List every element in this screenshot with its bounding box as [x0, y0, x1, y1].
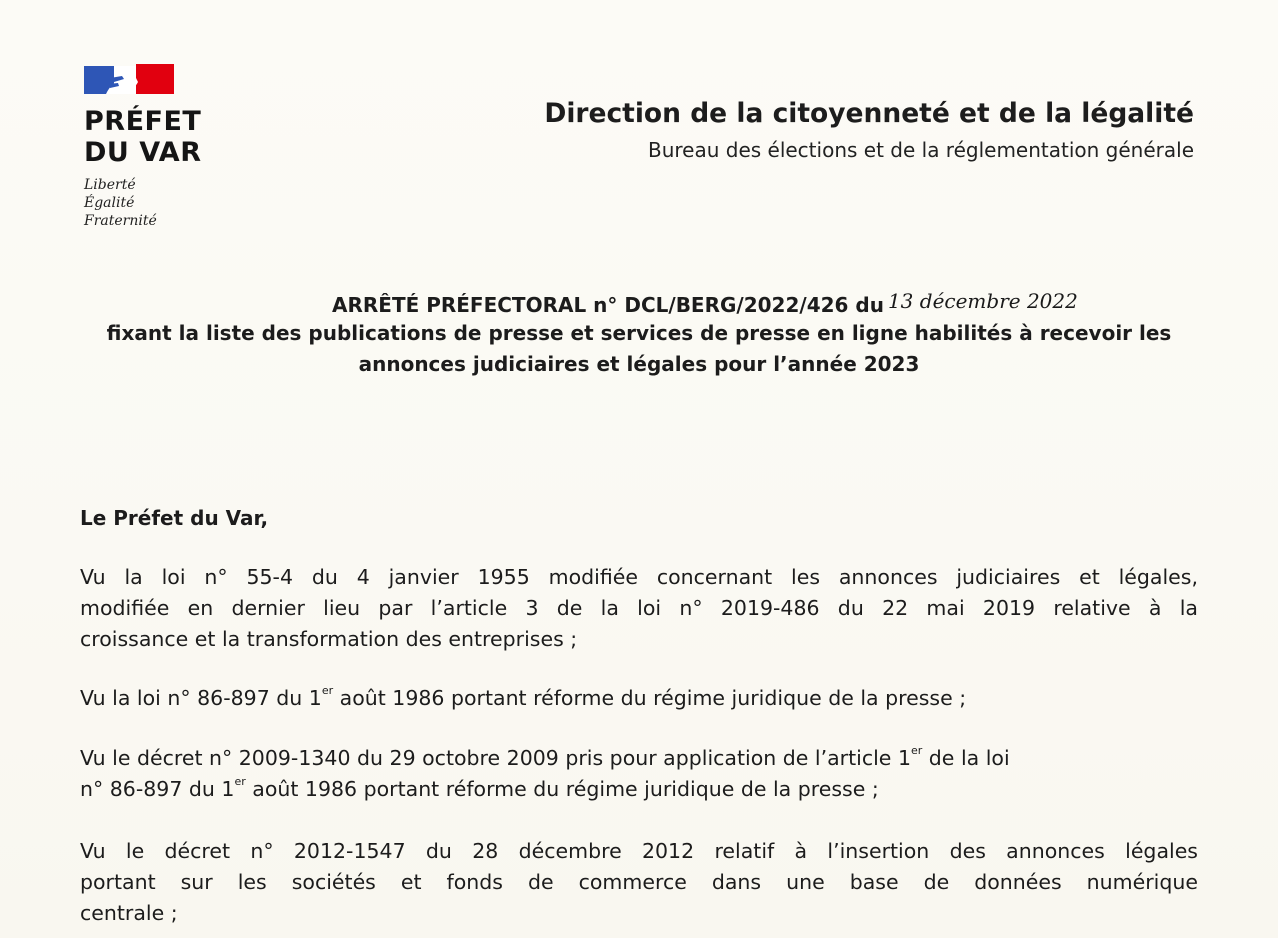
visa-paragraph-3: [80, 743, 1198, 805]
visa-3-line-2: n° 86-897 du 1er août 1986 portant réforme du régime juridique de la presse ;: [80, 775, 879, 801]
visa-4-line-2: portant sur les sociétés et fonds de commerce dans une base de données numérique: [80, 870, 1198, 894]
handwritten-date: 13 décembre 2022: [887, 289, 1078, 313]
prefet-line: PRÉFET: [84, 106, 202, 137]
motto-egalite: Égalité: [84, 195, 135, 211]
visa-4-line-1: Vu le décret n° 2012-1547 du 28 décembre 2012 relatif à l’insertion des annonces légales: [80, 839, 1198, 863]
visa-paragraph-1: [80, 562, 1198, 655]
marianne-flag-icon: [84, 64, 174, 96]
prefet-du-var-wordmark: [84, 106, 224, 168]
arrete-number: ARRÊTÉ PRÉFECTORAL n° DCL/BERG/2022/426 du: [332, 293, 884, 317]
visa-1-line-1: Vu la loi n° 55-4 du 4 janvier 1955 modifiée concernant les annonces judiciaires et légales,: [80, 565, 1198, 589]
visa-1-line-2: modifiée en dernier lieu par l’article 3 de la loi n° 2019-486 du 22 mai 2019 relative à la: [80, 596, 1198, 620]
arrete-subject-line-2: annonces judiciaires et légales pour l’année 2023: [358, 352, 920, 376]
visa-2-line-1: Vu la loi n° 86-897 du 1er août 1986 portant réforme du régime juridique de la presse ;: [80, 684, 967, 710]
du-var-line: DU VAR: [84, 137, 202, 168]
visa-3-line-1: Vu le décret n° 2009-1340 du 29 octobre 2009 pris pour application de l’article 1er de la loi: [80, 744, 1010, 770]
visa-paragraph-4: [80, 836, 1198, 929]
motto-liberte: Liberté: [84, 177, 136, 193]
direction-heading: Direction de la citoyenneté et de la légalité: [544, 98, 1194, 129]
motto-fraternite: Fraternité: [84, 213, 157, 229]
bureau-subheading: Bureau des élections et de la réglementation générale: [647, 138, 1194, 162]
arrete-subject-line-1: fixant la liste des publications de presse et services de presse en ligne habilités à recevoir les: [106, 321, 1172, 345]
visa-1-line-3: croissance et la transformation des entreprises ;: [80, 627, 578, 651]
signatory: Le Préfet du Var,: [80, 506, 269, 530]
republic-motto: [84, 176, 224, 230]
arrete-title: [332, 289, 1078, 317]
prefet-logo: [84, 64, 224, 230]
visa-paragraph-2: [80, 683, 1198, 714]
visa-4-line-3: centrale ;: [80, 901, 178, 925]
